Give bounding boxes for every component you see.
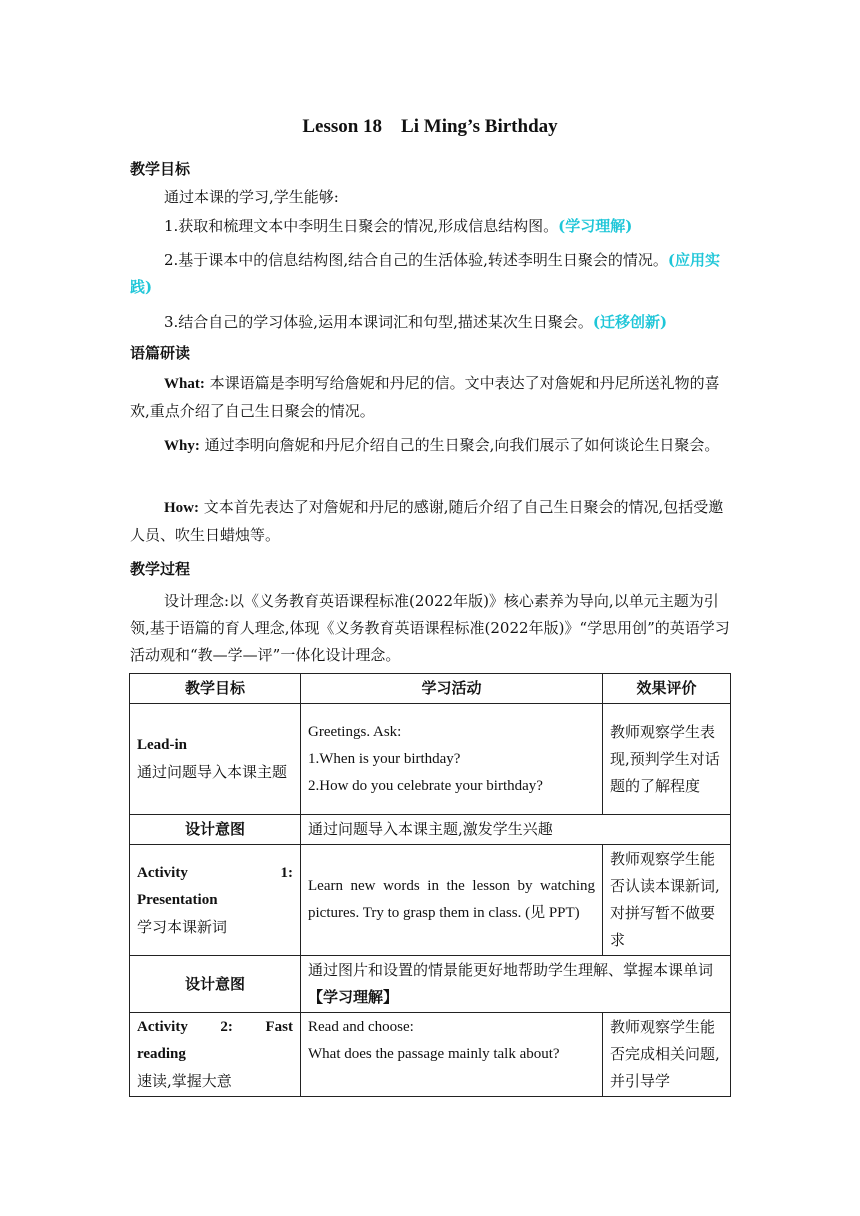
intent-2-text: 通过图片和设置的情景能更好地帮助学生理解、掌握本课单词 — [308, 961, 714, 979]
table-row — [130, 1013, 731, 1097]
leadin-activity-line: 1.When is your birthday? — [308, 750, 461, 767]
activity1-eval-cell: 教师观察学生能否认读本课新词,对拼写暂不做要求 — [603, 845, 731, 956]
how-paragraph — [130, 494, 730, 549]
table-row — [130, 956, 731, 1013]
design-concept: 设计理念:以《义务教育英语课程标准(2022年版)》核心素养为导向,以单元主题为引领,基于语篇的育人理念,体现《义务教育英语课程标准(2022年版)》“学思用创”的英语学习活动观和“教—学—评”一体化设计理念。 — [130, 592, 730, 664]
activity2-activity-cell — [301, 1013, 603, 1097]
lesson-title: Lesson 18 Li Ming’s Birthday — [302, 116, 558, 137]
header-activity: 学习活动 — [301, 674, 603, 704]
activity2-goal-cell — [130, 1013, 301, 1097]
what-paragraph — [130, 370, 730, 425]
what-label: What: — [164, 376, 205, 392]
intent-1-cell: 通过问题导入本课主题,激发学生兴趣 — [301, 815, 731, 845]
header-goal: 教学目标 — [130, 674, 301, 704]
table-row — [130, 815, 731, 845]
objective-1-tag: (学习理解) — [558, 217, 633, 235]
activity1-title-a: Activity — [137, 864, 188, 881]
objective-1-text: 1.获取和梳理文本中李明生日聚会的情况,形成信息结构图。 — [164, 217, 559, 235]
objective-3-text: 3.结合自己的学习体验,运用本课词汇和句型,描述某次生日聚会。 — [164, 313, 593, 331]
activity1-goal-cell — [130, 845, 301, 956]
table-row — [130, 845, 731, 956]
activity2-title — [137, 1014, 293, 1041]
analysis-heading: 语篇研读 — [130, 344, 191, 362]
objective-2-text: 2.基于课本中的信息结构图,结合自己的生活体验,转述李明生日聚会的情况。 — [164, 251, 668, 269]
activity1-title-b: 1: — [280, 864, 293, 881]
table-header-row — [130, 674, 731, 704]
intent-2-cell — [301, 956, 731, 1013]
intent-label-cell: 设计意图 — [130, 956, 301, 1013]
leadin-activity-line: Greetings. Ask: — [308, 723, 402, 740]
activity2-title-a: Activity — [137, 1019, 188, 1035]
how-text: 文本首先表达了对詹妮和丹尼的感谢,随后介绍了自己生日聚会的情况,包括受邀人员、吹生日蜡烛等。 — [130, 498, 724, 544]
objective-3-tag: (迁移创新) — [592, 313, 668, 331]
how-label: How: — [164, 500, 199, 516]
activity1-title — [137, 860, 293, 887]
intent-label-cell: 设计意图 — [130, 815, 301, 845]
objective-3 — [130, 309, 730, 336]
leadin-goal-cell — [130, 704, 301, 815]
why-paragraph — [130, 432, 730, 460]
objective-2 — [130, 247, 730, 301]
lesson-plan-table — [129, 673, 731, 1097]
activity2-title-c: Fast — [265, 1019, 293, 1035]
activity1-activity-cell: Learn new words in the lesson by watching pictures. Try to grasp them in class. (见 PPT) — [301, 845, 603, 956]
objectives-heading: 教学目标 — [130, 160, 191, 178]
activity2-activity-line: What does the passage mainly talk about? — [308, 1046, 560, 1062]
objective-2-tag: (应用实践) — [130, 251, 720, 296]
leadin-title: Lead-in — [137, 737, 188, 753]
header-evaluation: 效果评价 — [603, 674, 731, 704]
process-heading: 教学过程 — [130, 560, 191, 578]
why-label: Why: — [164, 438, 200, 454]
activity2-desc: 速读,掌握大意 — [137, 1072, 232, 1090]
objectives-intro: 通过本课的学习,学生能够: — [164, 188, 339, 206]
activity2-activity-line: Read and choose: — [308, 1019, 414, 1035]
activity2-title-b: 2: — [220, 1019, 233, 1035]
activity2-subtitle: reading — [137, 1046, 186, 1062]
leadin-activity-line: 2.How do you celebrate your birthday? — [308, 777, 543, 794]
what-text: 本课语篇是李明写给詹妮和丹尼的信。文中表达了对詹妮和丹尼所送礼物的喜欢,重点介绍了自己生日聚会的情况。 — [130, 374, 720, 420]
table-row — [130, 704, 731, 815]
leadin-eval-cell: 教师观察学生表现,预判学生对话题的了解程度 — [603, 704, 731, 815]
intent-2-tag: 【学习理解】 — [308, 988, 399, 1006]
leadin-activity-cell — [301, 704, 603, 815]
objective-1 — [130, 213, 730, 240]
why-text: 通过李明向詹妮和丹尼介绍自己的生日聚会,向我们展示了如何谈论生日聚会。 — [199, 436, 720, 454]
activity1-subtitle: Presentation — [137, 891, 218, 908]
activity2-eval-cell: 教师观察学生能否完成相关问题,并引导学 — [603, 1013, 731, 1097]
activity1-desc: 学习本课新词 — [137, 917, 228, 936]
leadin-desc: 通过问题导入本课主题 — [137, 763, 288, 781]
